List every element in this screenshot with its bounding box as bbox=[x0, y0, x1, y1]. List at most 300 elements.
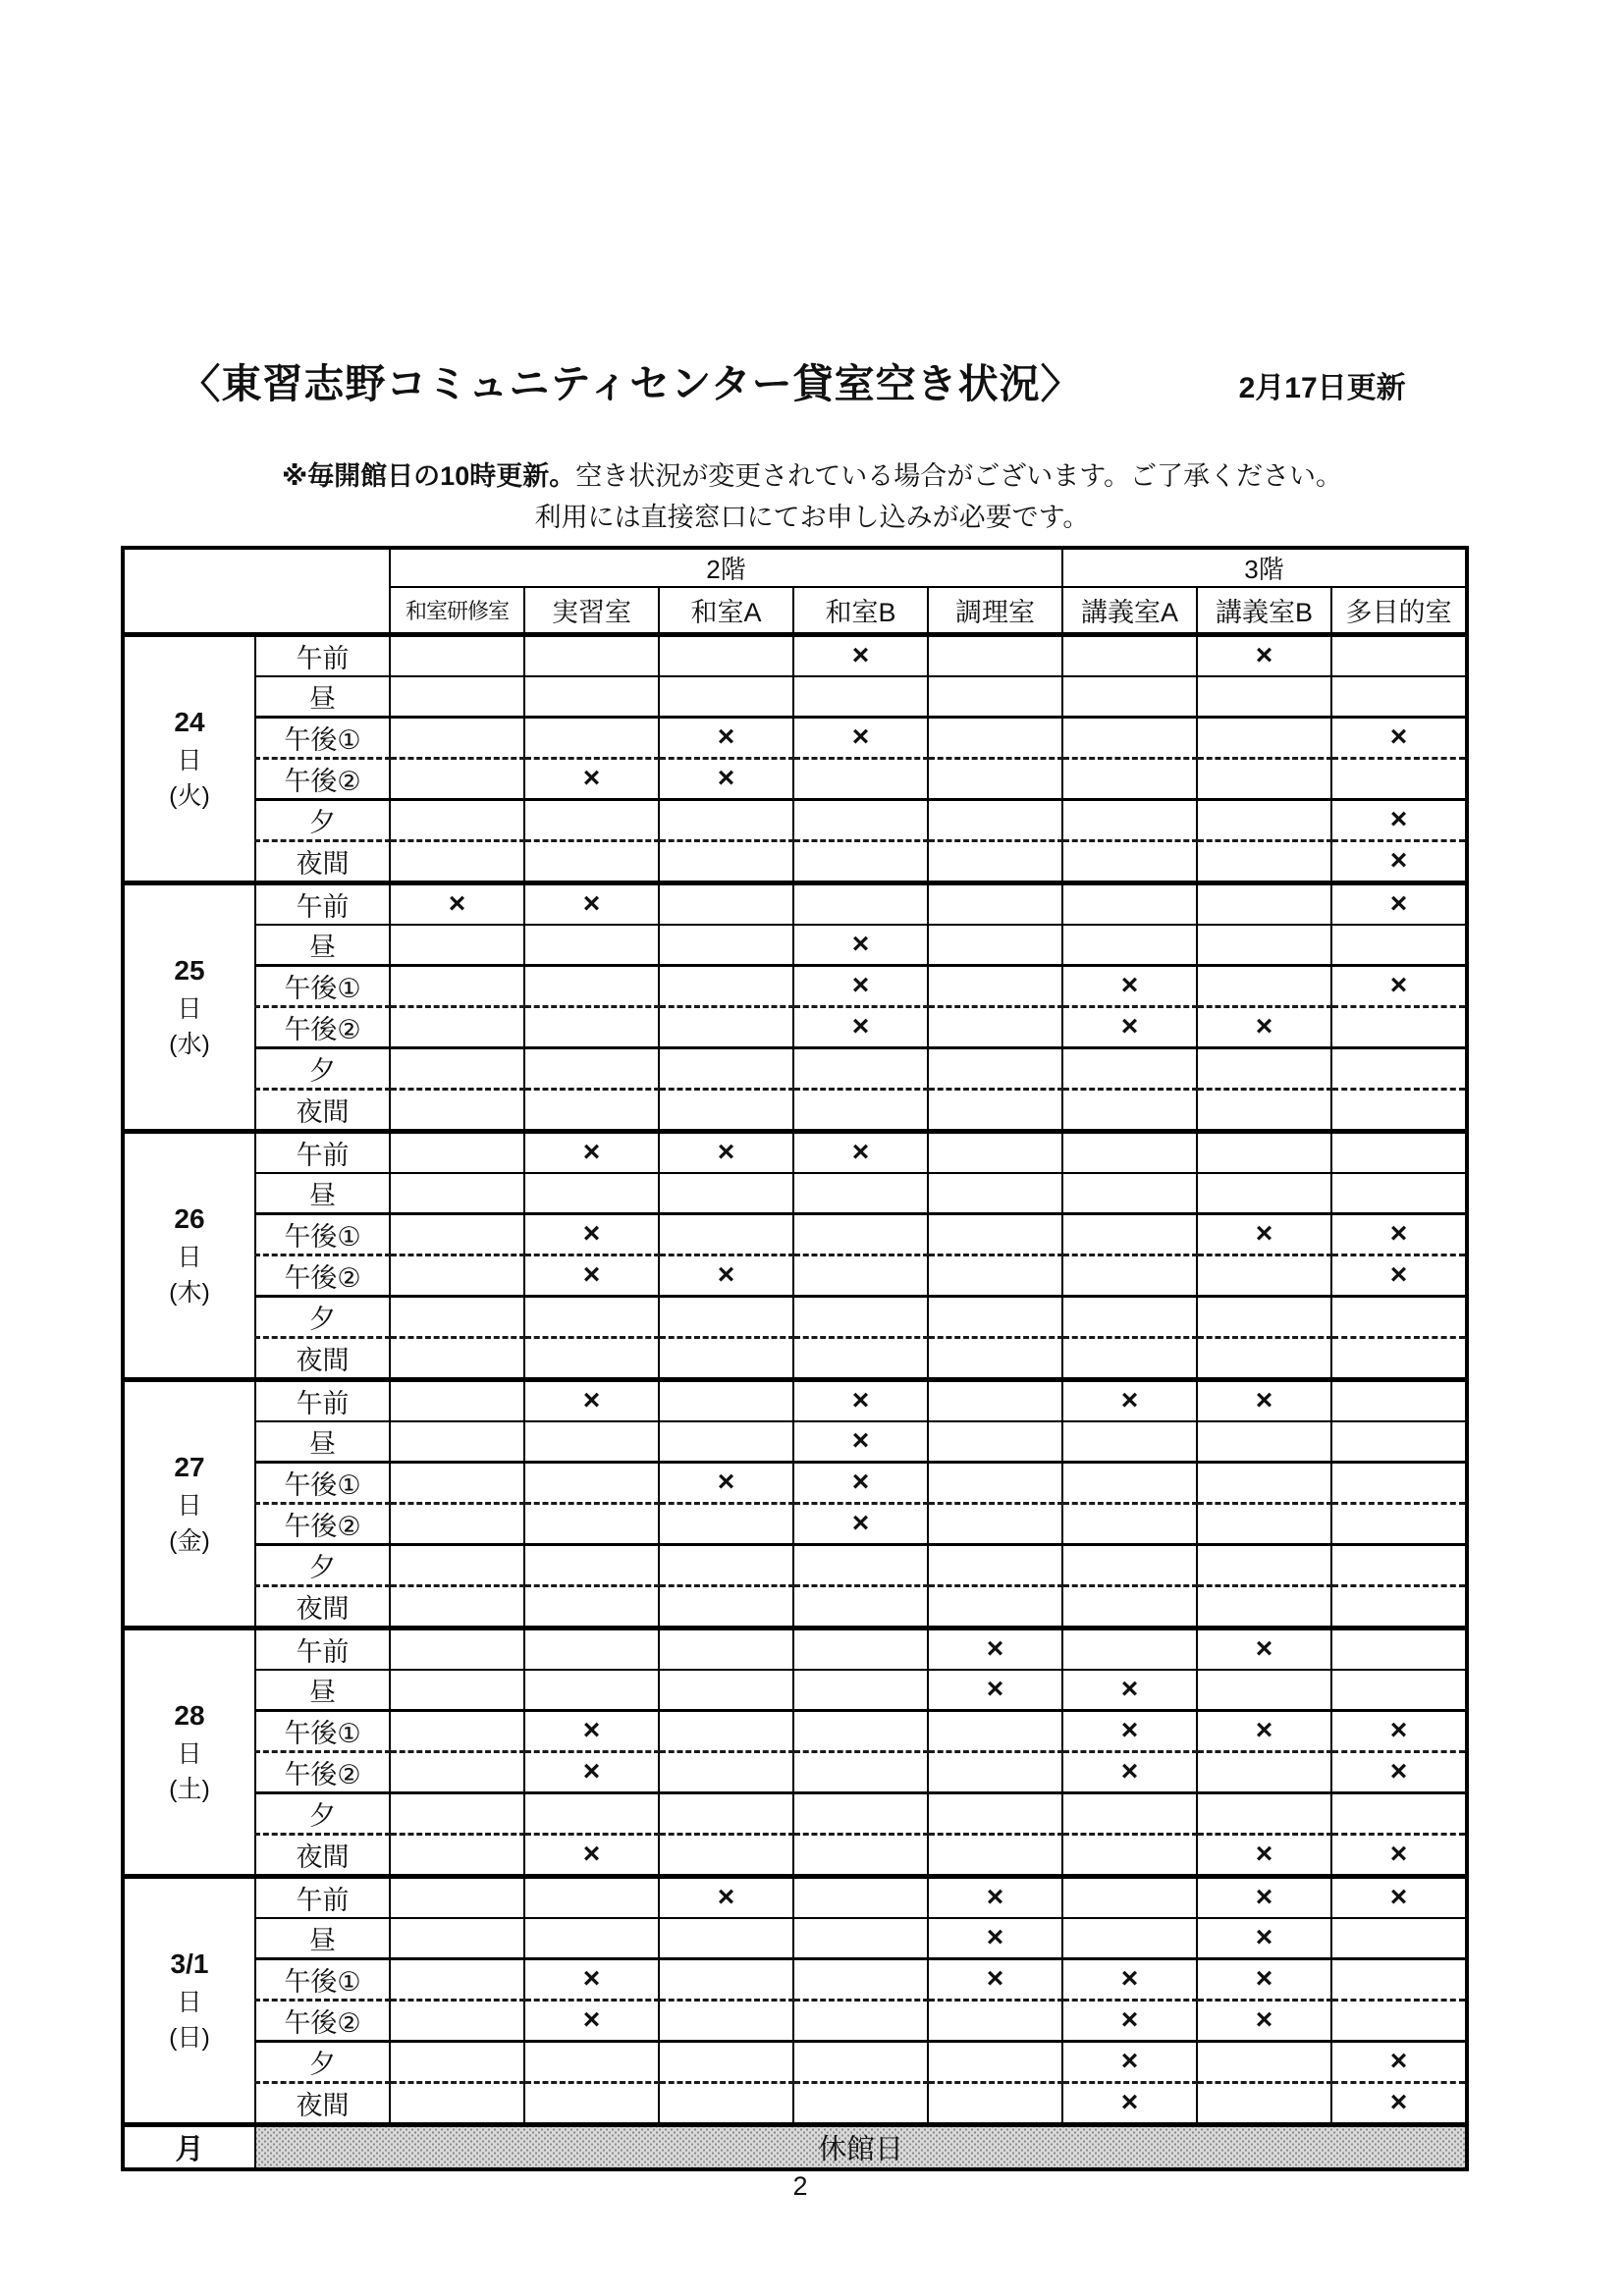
availability-cell-booked bbox=[1062, 2082, 1197, 2124]
availability-cell-free bbox=[1062, 634, 1197, 676]
x-mark: × bbox=[717, 1466, 735, 1498]
date-number: 24 bbox=[174, 706, 205, 737]
time-slot-label: 午前 bbox=[255, 634, 390, 676]
availability-cell-free bbox=[1197, 1751, 1331, 1792]
date-unit: 日 bbox=[177, 994, 202, 1023]
x-mark: × bbox=[851, 1384, 870, 1416]
availability-cell-booked bbox=[1331, 2041, 1467, 2082]
availability-cell-free bbox=[390, 1089, 524, 1131]
x-mark: × bbox=[582, 2003, 601, 2036]
date-weekday: (金) bbox=[169, 1526, 210, 1555]
x-mark: × bbox=[1120, 969, 1139, 1001]
availability-cell-free bbox=[659, 1670, 793, 1711]
page-number: 2 bbox=[792, 2171, 808, 2201]
x-mark: × bbox=[851, 1466, 870, 1498]
availability-cell-free bbox=[390, 1792, 524, 1834]
availability-cell-free bbox=[1197, 758, 1331, 799]
availability-cell-booked bbox=[1197, 1834, 1331, 1876]
availability-cell-booked bbox=[524, 1834, 659, 1876]
room-header: 調理室 bbox=[928, 587, 1062, 634]
availability-cell-free bbox=[793, 1213, 928, 1255]
availability-cell-free bbox=[659, 1213, 793, 1255]
availability-cell-free bbox=[659, 2082, 793, 2124]
slot-row bbox=[123, 1792, 1467, 1834]
availability-cell-free bbox=[390, 925, 524, 966]
availability-cell-booked bbox=[793, 1421, 928, 1463]
x-mark: × bbox=[717, 1136, 735, 1168]
x-mark: × bbox=[1120, 2003, 1139, 2036]
availability-cell-free bbox=[524, 717, 659, 758]
availability-cell-free bbox=[659, 882, 793, 925]
availability-cell-booked bbox=[1331, 2082, 1467, 2124]
availability-cell-free bbox=[928, 1792, 1062, 1834]
room-header: 多目的室 bbox=[1331, 587, 1467, 634]
availability-cell-free bbox=[928, 634, 1062, 676]
availability-cell-booked bbox=[1331, 1213, 1467, 1255]
availability-cell-free bbox=[928, 1751, 1062, 1792]
note-line-2: 利用には直接窓口にてお申し込みが必要です。 bbox=[534, 503, 1090, 532]
slot-row bbox=[123, 840, 1467, 882]
time-slot-label: 夕 bbox=[255, 2041, 390, 2082]
time-slot-label: 夜間 bbox=[255, 2082, 390, 2124]
availability-cell-booked bbox=[793, 1462, 928, 1503]
x-mark: × bbox=[1120, 1962, 1139, 1995]
x-mark: × bbox=[851, 721, 870, 753]
slot-row bbox=[123, 1379, 1467, 1421]
time-slot-label: 夕 bbox=[255, 1047, 390, 1089]
slot-row bbox=[123, 1751, 1467, 1792]
availability-cell-free bbox=[1062, 1585, 1197, 1628]
availability-cell-free bbox=[524, 1047, 659, 1089]
time-slot-label: 午後① bbox=[255, 1958, 390, 2000]
availability-cell-booked bbox=[1062, 1670, 1197, 1711]
availability-cell-booked bbox=[793, 634, 928, 676]
availability-cell-free bbox=[524, 1173, 659, 1214]
availability-cell-free bbox=[793, 840, 928, 882]
availability-cell-free bbox=[390, 1710, 524, 1751]
x-mark: × bbox=[1255, 1838, 1273, 1870]
availability-cell-free bbox=[928, 2000, 1062, 2041]
availability-cell-free bbox=[1331, 1462, 1467, 1503]
x-mark: × bbox=[717, 762, 735, 794]
availability-cell-free bbox=[928, 882, 1062, 925]
availability-cell-free bbox=[390, 758, 524, 799]
x-mark: × bbox=[1120, 1384, 1139, 1416]
availability-cell-free bbox=[793, 1792, 928, 1834]
time-slot-label: 夕 bbox=[255, 1296, 390, 1337]
availability-cell-booked bbox=[659, 1876, 793, 1918]
time-slot-label: 午後② bbox=[255, 1006, 390, 1047]
room-header: 和室B bbox=[793, 587, 928, 634]
availability-cell-booked bbox=[793, 965, 928, 1006]
slot-row bbox=[123, 799, 1467, 840]
x-mark: × bbox=[1120, 1755, 1139, 1788]
x-mark: × bbox=[1255, 1217, 1273, 1250]
availability-cell-booked bbox=[1062, 965, 1197, 1006]
availability-cell-free bbox=[1331, 1047, 1467, 1089]
availability-cell-booked bbox=[524, 1751, 659, 1792]
availability-cell-booked bbox=[793, 925, 928, 966]
availability-cell-free bbox=[390, 676, 524, 718]
page-title: 〈東習志野コミュニティセンター貸室空き状況〉 bbox=[180, 361, 1082, 406]
availability-cell-free bbox=[390, 1503, 524, 1544]
availability-cell-free bbox=[524, 1089, 659, 1131]
availability-cell-free bbox=[793, 799, 928, 840]
availability-cell-free bbox=[390, 1462, 524, 1503]
availability-cell-free bbox=[1331, 1296, 1467, 1337]
availability-cell-free bbox=[524, 965, 659, 1006]
availability-cell-free bbox=[1062, 882, 1197, 925]
availability-cell-free bbox=[659, 799, 793, 840]
date-weekday: (日) bbox=[169, 2023, 210, 2052]
availability-cell-free bbox=[524, 1006, 659, 1047]
availability-cell-booked bbox=[1062, 1958, 1197, 2000]
x-mark: × bbox=[1255, 2003, 1273, 2036]
availability-cell-booked bbox=[1331, 717, 1467, 758]
x-mark: × bbox=[582, 1136, 601, 1168]
availability-cell-free bbox=[1197, 676, 1331, 718]
availability-cell-free bbox=[793, 1710, 928, 1751]
availability-cell-free bbox=[659, 2000, 793, 2041]
x-mark: × bbox=[582, 1714, 601, 1746]
availability-cell-booked bbox=[928, 1628, 1062, 1670]
availability-cell-free bbox=[928, 1006, 1062, 1047]
availability-cell-free bbox=[390, 1047, 524, 1089]
availability-cell-free bbox=[390, 1670, 524, 1711]
slot-row bbox=[123, 1337, 1467, 1379]
availability-cell-free bbox=[1197, 1503, 1331, 1544]
x-mark: × bbox=[1120, 1673, 1139, 1705]
x-mark: × bbox=[851, 639, 870, 671]
time-slot-label: 午後① bbox=[255, 965, 390, 1006]
x-mark: × bbox=[851, 928, 870, 960]
availability-cell-free bbox=[793, 1670, 928, 1711]
slot-row bbox=[123, 1834, 1467, 1876]
time-slot-label: 午後② bbox=[255, 2000, 390, 2041]
availability-cell-free bbox=[1062, 1503, 1197, 1544]
x-mark: × bbox=[1389, 887, 1408, 920]
availability-cell-free bbox=[1062, 1462, 1197, 1503]
slot-row bbox=[123, 1628, 1467, 1670]
availability-cell-free bbox=[928, 2082, 1062, 2124]
slot-row bbox=[123, 882, 1467, 925]
availability-cell-free bbox=[390, 1173, 524, 1214]
time-slot-label: 夕 bbox=[255, 799, 390, 840]
availability-cell-free bbox=[524, 1503, 659, 1544]
availability-cell-free bbox=[928, 925, 1062, 966]
availability-cell-free bbox=[1197, 1337, 1331, 1379]
availability-cell-booked bbox=[1197, 634, 1331, 676]
availability-cell-free bbox=[659, 1089, 793, 1131]
availability-cell-free bbox=[1197, 1670, 1331, 1711]
x-mark: × bbox=[851, 969, 870, 1001]
slot-row bbox=[123, 925, 1467, 966]
availability-cell-free bbox=[390, 1421, 524, 1463]
availability-cell-booked bbox=[524, 1255, 659, 1296]
date-number: 27 bbox=[174, 1451, 205, 1482]
availability-cell-free bbox=[1062, 1544, 1197, 1585]
room-header: 和室研修室 bbox=[390, 587, 524, 634]
x-mark: × bbox=[1389, 2086, 1408, 2118]
availability-cell-free bbox=[793, 1089, 928, 1131]
availability-cell-free bbox=[524, 1296, 659, 1337]
availability-cell-booked bbox=[1197, 2000, 1331, 2041]
availability-cell-free bbox=[1062, 1876, 1197, 1918]
availability-cell-free bbox=[524, 2041, 659, 2082]
time-slot-label: 午前 bbox=[255, 1876, 390, 1918]
availability-cell-booked bbox=[793, 1379, 928, 1421]
availability-cell-free bbox=[928, 799, 1062, 840]
availability-cell-free bbox=[793, 1628, 928, 1670]
slot-row bbox=[123, 1503, 1467, 1544]
availability-cell-free bbox=[390, 1379, 524, 1421]
x-mark: × bbox=[1120, 2086, 1139, 2118]
note-line-1-rest: 空き状況が変更されている場合がございます。ご了承ください。 bbox=[575, 461, 1343, 491]
availability-cell-free bbox=[524, 634, 659, 676]
availability-cell-free bbox=[390, 717, 524, 758]
availability-cell-booked bbox=[1331, 840, 1467, 882]
availability-cell-free bbox=[659, 676, 793, 718]
availability-cell-free bbox=[524, 1876, 659, 1918]
availability-cell-free bbox=[793, 1173, 928, 1214]
time-slot-label: 昼 bbox=[255, 1173, 390, 1214]
slot-row bbox=[123, 1544, 1467, 1585]
availability-cell-free bbox=[1062, 1421, 1197, 1463]
availability-cell-free bbox=[1197, 1173, 1331, 1214]
availability-cell-free bbox=[524, 1670, 659, 1711]
availability-cell-booked bbox=[1197, 1958, 1331, 2000]
availability-cell-free bbox=[1197, 882, 1331, 925]
slot-row bbox=[123, 965, 1467, 1006]
availability-cell-free bbox=[1331, 1421, 1467, 1463]
availability-cell-free bbox=[793, 1834, 928, 1876]
availability-cell-booked bbox=[659, 758, 793, 799]
date-unit: 日 bbox=[177, 746, 202, 774]
corner-cell bbox=[123, 548, 390, 634]
availability-cell-free bbox=[1331, 1173, 1467, 1214]
slot-row bbox=[123, 1585, 1467, 1628]
availability-cell-free bbox=[659, 925, 793, 966]
availability-cell-free bbox=[1197, 1462, 1331, 1503]
availability-cell-free bbox=[1062, 1628, 1197, 1670]
availability-cell-booked bbox=[1331, 1834, 1467, 1876]
availability-cell-free bbox=[659, 1337, 793, 1379]
time-slot-label: 夕 bbox=[255, 1544, 390, 1585]
availability-cell-free bbox=[793, 1876, 928, 1918]
date-cell bbox=[123, 882, 255, 1131]
availability-cell-free bbox=[928, 676, 1062, 718]
availability-cell-booked bbox=[524, 1131, 659, 1173]
availability-cell-free bbox=[524, 1918, 659, 1959]
availability-cell-free bbox=[390, 1834, 524, 1876]
availability-cell-free bbox=[524, 676, 659, 718]
availability-cell-free bbox=[928, 1421, 1062, 1463]
availability-cell-booked bbox=[1062, 1710, 1197, 1751]
availability-cell-free bbox=[390, 1296, 524, 1337]
availability-cell-free bbox=[928, 840, 1062, 882]
availability-cell-free bbox=[928, 717, 1062, 758]
availability-cell-free bbox=[793, 1958, 928, 2000]
availability-cell-booked bbox=[524, 1710, 659, 1751]
availability-cell-free bbox=[1062, 1792, 1197, 1834]
availability-cell-free bbox=[1197, 2041, 1331, 2082]
availability-cell-free bbox=[390, 1585, 524, 1628]
availability-cell-booked bbox=[928, 1958, 1062, 2000]
availability-cell-booked bbox=[524, 1958, 659, 2000]
availability-cell-booked bbox=[1331, 1751, 1467, 1792]
time-slot-label: 午後① bbox=[255, 1213, 390, 1255]
availability-cell-free bbox=[659, 1006, 793, 1047]
availability-cell-free bbox=[1062, 1918, 1197, 1959]
availability-cell-free bbox=[659, 1421, 793, 1463]
availability-cell-free bbox=[524, 840, 659, 882]
availability-cell-free bbox=[1062, 1047, 1197, 1089]
availability-cell-free bbox=[1062, 758, 1197, 799]
availability-cell-free bbox=[390, 799, 524, 840]
availability-cell-free bbox=[793, 2082, 928, 2124]
closed-banner: 休館日 bbox=[255, 2124, 1467, 2169]
x-mark: × bbox=[851, 1424, 870, 1457]
x-mark: × bbox=[1255, 639, 1273, 671]
availability-cell-free bbox=[928, 1379, 1062, 1421]
availability-cell-booked bbox=[928, 1918, 1062, 1959]
availability-cell-free bbox=[659, 1751, 793, 1792]
availability-cell-free bbox=[928, 1089, 1062, 1131]
availability-cell-free bbox=[659, 965, 793, 1006]
slot-row bbox=[123, 1421, 1467, 1463]
availability-cell-free bbox=[659, 1047, 793, 1089]
availability-cell-free bbox=[1331, 1379, 1467, 1421]
availability-cell-free bbox=[1331, 1918, 1467, 1959]
slot-row bbox=[123, 634, 1467, 676]
closed-day-cell: 月 bbox=[123, 2124, 255, 2169]
x-mark: × bbox=[1389, 844, 1408, 877]
availability-cell-free bbox=[659, 634, 793, 676]
availability-table bbox=[121, 546, 1469, 2171]
availability-cell-free bbox=[659, 1918, 793, 1959]
date-unit: 日 bbox=[177, 1243, 202, 1271]
availability-cell-booked bbox=[659, 1255, 793, 1296]
availability-cell-free bbox=[793, 1544, 928, 1585]
x-mark: × bbox=[986, 1881, 1004, 1913]
availability-cell-booked bbox=[1197, 1213, 1331, 1255]
availability-cell-free bbox=[659, 2041, 793, 2082]
x-mark: × bbox=[1389, 1217, 1408, 1250]
availability-cell-booked bbox=[659, 1462, 793, 1503]
date-weekday: (土) bbox=[169, 1775, 210, 1803]
x-mark: × bbox=[1389, 2045, 1408, 2077]
availability-cell-free bbox=[390, 634, 524, 676]
availability-cell-free bbox=[793, 1918, 928, 1959]
x-mark: × bbox=[1389, 721, 1408, 753]
date-number: 3/1 bbox=[170, 1948, 209, 1979]
x-mark: × bbox=[1120, 1010, 1139, 1042]
slot-row bbox=[123, 1958, 1467, 2000]
availability-cell-booked bbox=[1197, 1006, 1331, 1047]
availability-cell-free bbox=[524, 1628, 659, 1670]
availability-cell-booked bbox=[793, 1503, 928, 1544]
x-mark: × bbox=[851, 1136, 870, 1168]
x-mark: × bbox=[986, 1632, 1004, 1665]
date-cell bbox=[123, 1131, 255, 1379]
time-slot-label: 昼 bbox=[255, 676, 390, 718]
availability-cell-free bbox=[1331, 676, 1467, 718]
availability-cell-free bbox=[659, 1958, 793, 2000]
x-mark: × bbox=[582, 887, 601, 920]
availability-cell-free bbox=[659, 1173, 793, 1214]
availability-cell-booked bbox=[1197, 1876, 1331, 1918]
availability-cell-free bbox=[1197, 1792, 1331, 1834]
availability-cell-booked bbox=[1197, 1379, 1331, 1421]
room-header: 実習室 bbox=[524, 587, 659, 634]
availability-cell-booked bbox=[1062, 2000, 1197, 2041]
availability-cell-free bbox=[390, 1544, 524, 1585]
availability-cell-free bbox=[928, 2041, 1062, 2082]
x-mark: × bbox=[582, 1838, 601, 1870]
availability-cell-free bbox=[1331, 1006, 1467, 1047]
x-mark: × bbox=[986, 1921, 1004, 1953]
time-slot-label: 夜間 bbox=[255, 1585, 390, 1628]
availability-cell-free bbox=[928, 1544, 1062, 1585]
availability-cell-free bbox=[659, 1834, 793, 1876]
availability-cell-free bbox=[659, 1792, 793, 1834]
availability-cell-free bbox=[793, 758, 928, 799]
x-mark: × bbox=[582, 1755, 601, 1788]
availability-cell-free bbox=[1331, 1337, 1467, 1379]
slot-row bbox=[123, 1089, 1467, 1131]
time-slot-label: 午後② bbox=[255, 1255, 390, 1296]
availability-cell-free bbox=[1197, 1255, 1331, 1296]
time-slot-label: 昼 bbox=[255, 1918, 390, 1959]
availability-cell-free bbox=[1331, 1544, 1467, 1585]
availability-cell-free bbox=[390, 1628, 524, 1670]
availability-cell-free bbox=[928, 965, 1062, 1006]
availability-cell-free bbox=[390, 2041, 524, 2082]
availability-cell-free bbox=[1331, 925, 1467, 966]
time-slot-label: 夕 bbox=[255, 1792, 390, 1834]
x-mark: × bbox=[717, 1881, 735, 1913]
time-slot-label: 午後② bbox=[255, 1503, 390, 1544]
availability-cell-free bbox=[1197, 1296, 1331, 1337]
date-unit: 日 bbox=[177, 1739, 202, 1768]
availability-cell-free bbox=[524, 1462, 659, 1503]
x-mark: × bbox=[986, 1673, 1004, 1705]
availability-cell-booked bbox=[1062, 1379, 1197, 1421]
room-header: 和室A bbox=[659, 587, 793, 634]
availability-cell-free bbox=[928, 1296, 1062, 1337]
availability-cell-booked bbox=[1331, 1255, 1467, 1296]
availability-cell-free bbox=[1062, 1173, 1197, 1214]
date-unit: 日 bbox=[177, 1988, 202, 2016]
availability-cell-free bbox=[524, 925, 659, 966]
availability-cell-free bbox=[1062, 1834, 1197, 1876]
availability-cell-booked bbox=[1331, 1710, 1467, 1751]
availability-cell-free bbox=[1062, 1089, 1197, 1131]
x-mark: × bbox=[1389, 1755, 1408, 1788]
availability-cell-free bbox=[524, 799, 659, 840]
availability-cell-booked bbox=[659, 1131, 793, 1173]
date-number: 26 bbox=[174, 1202, 205, 1234]
availability-cell-free bbox=[390, 1213, 524, 1255]
x-mark: × bbox=[448, 887, 466, 920]
x-mark: × bbox=[1255, 1921, 1273, 1953]
availability-cell-free bbox=[1197, 965, 1331, 1006]
availability-cell-free bbox=[928, 1173, 1062, 1214]
x-mark: × bbox=[1389, 803, 1408, 835]
availability-cell-free bbox=[1331, 1503, 1467, 1544]
availability-cell-free bbox=[1062, 925, 1197, 966]
time-slot-label: 午前 bbox=[255, 882, 390, 925]
